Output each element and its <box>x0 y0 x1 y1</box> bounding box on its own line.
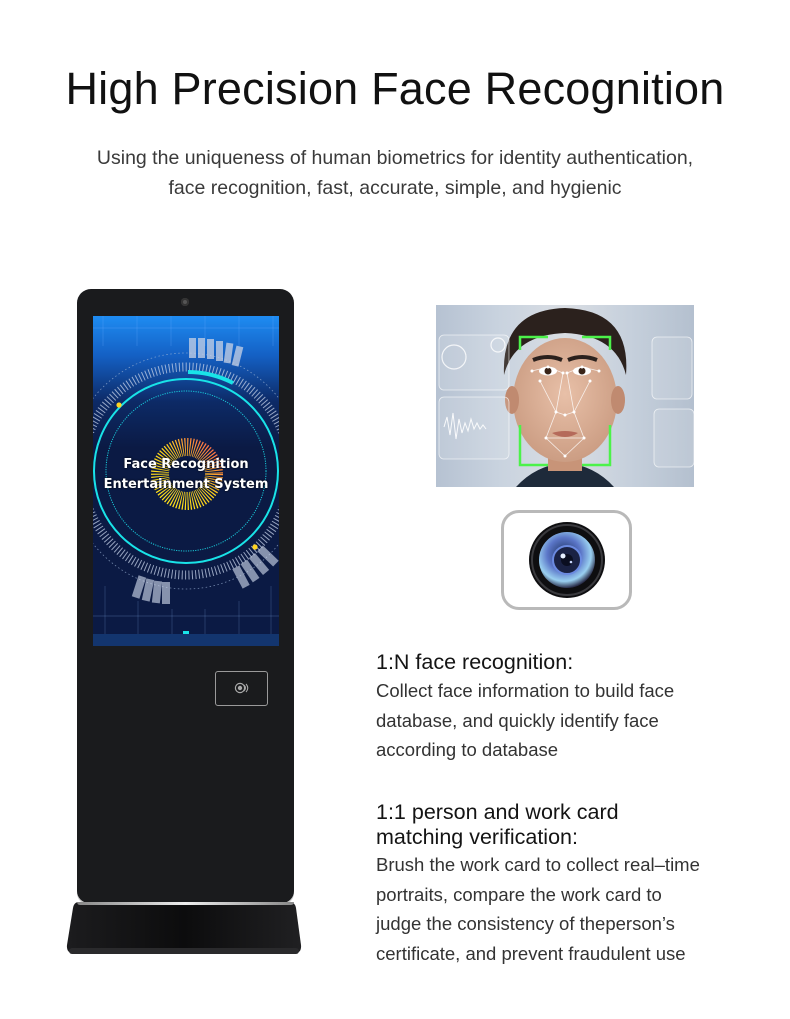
face-scan-photo <box>436 305 694 487</box>
feature-body <box>376 676 674 765</box>
screen-title-line1: Face Recognition <box>123 457 249 472</box>
page-title: High Precision Face Recognition <box>65 63 725 114</box>
contactless-card-icon <box>234 682 250 694</box>
feature-body-line: according to database <box>376 739 559 760</box>
feature-title: 1:N face recognition: <box>376 650 574 674</box>
subtitle-line: Using the uniqueness of human biometrics for identity authentication, <box>96 147 694 169</box>
feature-body-line: portraits, compare the work card to <box>376 883 662 905</box>
feature-body-line: Collect face information to build face <box>376 680 675 701</box>
feature-1n-recognition <box>376 650 674 765</box>
page-subtitle <box>0 143 790 203</box>
camera-lens-icon <box>501 510 632 610</box>
feature-body-line: database, and quickly identify face <box>376 709 659 731</box>
feature-11-card-matching <box>376 800 700 968</box>
feature-body-line: certificate, and prevent fraudulent use <box>376 942 686 964</box>
kiosk-base <box>66 900 302 956</box>
camera-icon <box>181 298 189 306</box>
feature-title <box>376 800 700 850</box>
card-reader[interactable] <box>215 671 268 706</box>
subtitle-line: face recognition, fast, accurate, simple, and hygienic <box>168 177 622 199</box>
screen-title-line2: Entertainment System <box>103 477 269 492</box>
feature-title-line: 1:1 person and work card <box>376 800 619 824</box>
feature-body <box>376 850 700 968</box>
kiosk-screen <box>93 316 279 646</box>
feature-title-line: matching verification: <box>376 825 578 849</box>
feature-body-line: Brush the work card to collect real–time <box>376 854 700 875</box>
feature-body-line: judge the consistency of theperson’s <box>376 913 675 934</box>
